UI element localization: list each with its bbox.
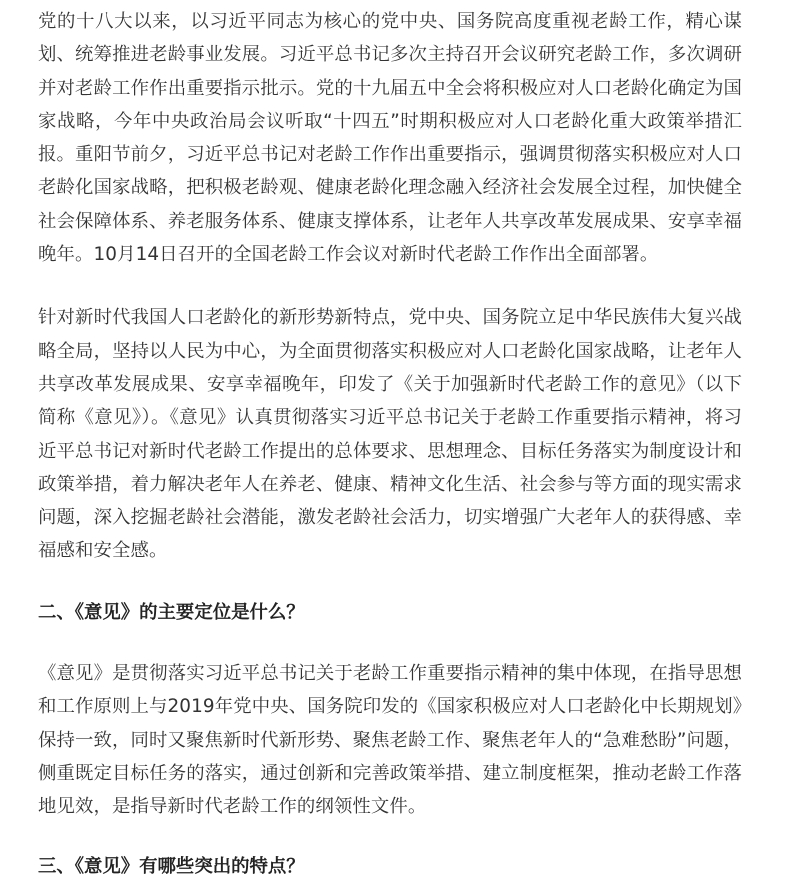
section-heading-main-positioning: 二、《意见》的主要定位是什么？ [38,601,305,623]
section-heading-key-features: 三、《意见》有哪些突出的特点？ [38,855,305,877]
paragraph-aging-work-background: 党的十八大以来，以习近平同志为核心的党中央、国务院高度重视老龄工作，精心谋划、统筹推进老龄事业发展。习近平总书记多次主持召开会议研究老龄工作，多次调研并对老龄工作作出重要指示批示。党的十九届五中全会将积极应对人口老龄化确定为国家战略，今年中央政治局会议听取“十四五”时期积极应对人口老龄化重大政策举措汇报。重阳节前夕，习近平总书记对老龄工作作出重要指示，强调贯彻落实积极应对人口老龄化国家战略，把积极老龄观、健康老龄化理念融入经济社会发展全过程，加快健全社会保障体系、养老服务体系、健康支撑体系，让老年人共享改革发展成果、安享幸福晚年。10月14日召开的全国老龄工作会议对新时代老龄工作作出全面部署。 [38,11,742,266]
paragraph-opinion-issued: 针对新时代我国人口老龄化的新形势新特点，党中央、国务院立足中华民族伟大复兴战略全局，坚持以人民为中心，为全面贯彻落实积极应对人口老龄化国家战略，让老年人共享改革发展成果、安享幸福晚年，印发了《关于加强新时代老龄工作的意见》（以下简称《意见》）。《意见》认真贯彻落实习近平总书记关于老龄工作重要指示精神，将习近平总书记对新时代老龄工作提出的总体要求、思想理念、目标任务落实为制度设计和政策举措，着力解决老年人在养老、健康、精神文化生活、社会参与等方面的现实需求问题，深入挖掘老龄社会潜能，激发老龄社会活力，切实增强广大老年人的获得感、幸福感和安全感。 [38,307,742,562]
paragraph-opinion-positioning: 《意见》是贯彻落实习近平总书记关于老龄工作重要指示精神的集中体现，在指导思想和工作原则上与2019年党中央、国务院印发的《国家积极应对人口老龄化中长期规划》保持一致，同时又聚焦新时代新形势、聚焦老龄工作、聚焦老年人的“急难愁盼”问题，侧重既定目标任务的落实，通过创新和完善政策举措、建立制度框架，推动老龄工作落地见效，是指导新时代老龄工作的纲领性文件。 [38,663,742,818]
